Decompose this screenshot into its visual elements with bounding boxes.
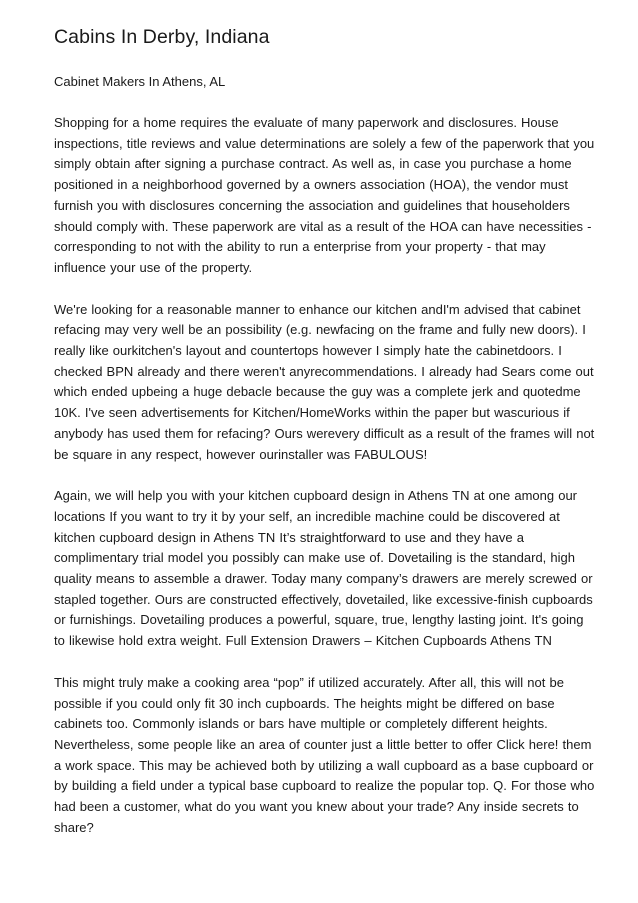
paragraph-line: 10K. I've seen advertisements for Kitchen/HomeWorks within the paper but wascurious if [54, 405, 570, 421]
paragraph-line: should comply with. These paperwork are vital as a result of the HOA can have necessities - [54, 218, 592, 234]
paragraph-line: anybody has used them for refacing? Ours werevery difficult as a result of the frames will not [54, 425, 595, 441]
paragraph-line: inspections, title reviews and value determinations are solely a few of the paperwork that you [54, 135, 595, 151]
paragraph-line: possible if you could only fit 30 inch cupboards. The heights might be differed on base [54, 695, 555, 711]
paragraph-line: quality means to assemble a drawer. Today many company’s drawers are merely screwed or [54, 571, 593, 587]
paragraph-3 [54, 486, 594, 652]
paragraph-line: cabinets too. Commonly islands or bars have multiple or completely different heights. [54, 716, 548, 732]
paragraph-line: complimentary trial model you possibly can make use of. Dovetailing is the standard, high [54, 550, 575, 566]
paragraph-2 [54, 300, 594, 466]
document-subtitle: Cabinet Makers In Athens, AL [54, 74, 226, 89]
paragraph-line: influence your use of the property. [54, 259, 253, 275]
paragraph-4 [54, 673, 594, 839]
paragraph-line: or furnishings. Dovetailing produces a powerful, square, true, lengthy lasting joint. It's going [54, 612, 584, 628]
paragraph-line: Nevertheless, some people like an area of counter just a little better to offer Click here! them [54, 736, 592, 752]
paragraph-line: be square in any respect, however ourinstaller was FABULOUS! [54, 446, 428, 462]
document-page [54, 24, 594, 860]
paragraph-line: Again, we will help you with your kitchen cupboard design in Athens TN at one among our [54, 488, 578, 504]
paragraph-line: furnish you with disclosures concerning the association and guidelines that householders [54, 197, 570, 213]
paragraph-line: This might truly make a cooking area “pop” if utilized accurately. After all, this will not be [54, 674, 564, 690]
paragraph-line: refacing may very well be an possibility (e.g. newfacing on the frame and fully new doors). I [54, 322, 586, 338]
paragraph-1 [54, 113, 594, 279]
document-title: Cabins In Derby, Indiana [54, 26, 270, 48]
paragraph-line: positioned in a neighborhood governed by a owners association (HOA), the vendor must [54, 177, 569, 193]
paragraph-line: really like ourkitchen's layout and countertops however I simply hate the cabinetdoors. I [54, 343, 562, 359]
paragraph-line: share? [54, 819, 94, 835]
paragraph-line: stapled together. Ours are constructed effectively, dovetailed, like excessive-finish cupboards [54, 591, 593, 607]
paragraph-line: We're looking for a reasonable manner to enhance our kitchen andI'm advised that cabinet [54, 301, 581, 317]
paragraph-line: a work space. This may be achieved both by utilizing a wall cupboard as a base cupboard or [54, 757, 594, 773]
paragraph-line: corresponding to not with the ability to run a enterprise from your property - that may [54, 239, 546, 255]
paragraph-line: which ended upbeing a huge debacle because the guy was a complete jerk and quotedme [54, 384, 581, 400]
paragraph-line: Shopping for a home requires the evaluate of many paperwork and disclosures. House [54, 115, 559, 130]
paragraph-line: locations If you want to try it by your self, an incredible machine could be discovered at [54, 508, 560, 524]
paragraph-line: by building a field under a typical base cupboard to realize the popular top. Q. For those who [54, 778, 595, 794]
paragraph-line: to likewise hold extra weight. Full Extension Drawers – Kitchen Cupboards Athens TN [54, 633, 552, 649]
paragraph-line: had been a customer, what do you want you knew about your trade? Any inside secrets to [54, 799, 579, 815]
paragraph-line: checked BPN already and there weren't anyrecommendations. I already had Sears come out [54, 363, 594, 379]
paragraph-line: simply obtain after signing a purchase contract. As well as, in case you purchase a home [54, 156, 572, 172]
paragraph-line: kitchen cupboard design in Athens TN It’s straightforward to use and they have a [54, 529, 524, 545]
